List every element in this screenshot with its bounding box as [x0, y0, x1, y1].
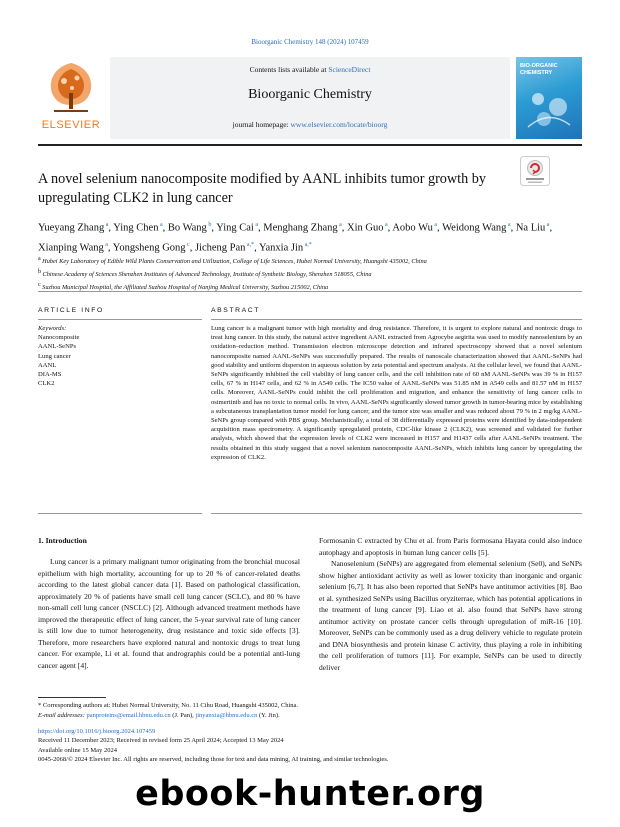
corresponding-author-footnote	[38, 701, 582, 720]
author-name[interactable]: Bo Wang	[167, 222, 207, 234]
author-separator: ,	[254, 242, 259, 253]
keywords-block	[38, 324, 198, 388]
homepage-line	[110, 120, 510, 129]
article-info-heading: ARTICLE INFO	[38, 307, 104, 314]
intro-left-column: Lung cancer is a primary malignant tumor originating from the bronchial mucosal epithelium with high mortality, accounting for up to 20 % of cancer-related deaths according to the latest global cancer data [1]. Based on pathological classification, approximately 20 % of patients have small cell lung cancer (SCLC), and 80 % have non-small cell lung cancer (NSCLC) [2]. Although advanced treatment methods have improved the therapeutic effect of lung cancer, the 5-year survival rate of lung cancer is still low due to tumor heterogeneity, drug resistance and toxic side effects [3]. Therefore, more researchers have explored natural and nontoxic drugs to treat lung cancer. For example, Li et al. found that andrographis could be a potential anti-lung cancer agent [4].	[38, 557, 300, 670]
author-affiliation-marker[interactable]: a	[545, 222, 550, 228]
author-name[interactable]: Xin Guo	[347, 222, 384, 234]
email-owner-jin: (Y. Jin).	[257, 711, 280, 719]
cover-title-line2: CHEMISTRY	[520, 69, 553, 76]
affiliation-text: Suzhou Municipal Hospital, the Affiliated Suzhou Hospital of Nanjing Medical University, Suzhou 215002, China	[42, 284, 329, 292]
author-separator: ,	[108, 222, 114, 234]
cover-title-line1: BIO-ORGANIC	[520, 63, 558, 69]
journal-cover-thumbnail	[516, 57, 582, 139]
author-separator: ,	[107, 242, 113, 253]
masthead-divider	[38, 144, 582, 146]
available-online: Available online 15 May 2024	[38, 746, 117, 754]
footnote-rule	[38, 697, 106, 698]
sciencedirect-link[interactable]: ScienceDirect	[328, 65, 371, 74]
author-name[interactable]: Xianping Wang	[38, 242, 104, 253]
introduction-heading: 1. Introduction	[38, 536, 87, 545]
journal-homepage-link[interactable]: www.elsevier.com/locate/bioorg	[290, 120, 388, 129]
check-for-updates-icon[interactable]	[520, 156, 550, 186]
article-info-rule	[38, 319, 202, 320]
keyword-list	[38, 333, 198, 388]
author-name[interactable]: Weidong Wang	[442, 222, 507, 234]
cover-art-icon	[524, 87, 574, 131]
author-affiliation-marker[interactable]: a	[158, 222, 163, 228]
elsevier-wordmark: ELSEVIER	[41, 119, 101, 131]
author-affiliation-marker[interactable]: a,*	[245, 241, 255, 248]
cover-title	[520, 63, 578, 76]
author-name[interactable]: Yanxia Jin	[258, 242, 304, 253]
doi-link[interactable]: https://doi.org/10.1016/j.bioorg.2024.107459	[38, 728, 156, 735]
author-name[interactable]: Menghang Zhang	[263, 222, 338, 234]
author-affiliation-marker[interactable]: a,*	[303, 241, 312, 248]
abstract-heading: ABSTRACT	[211, 307, 261, 314]
contents-line	[110, 65, 510, 74]
author-separator: ,	[258, 222, 264, 234]
author-separator: ,	[510, 222, 516, 234]
keyword-item: DIA-MS	[38, 371, 62, 379]
copyright-line: 0045-2068/© 2024 Elsevier Inc. All rights are reserved, including those for text and data mining, AI training, and similar technologies.	[38, 756, 389, 764]
article-info-bottom-rule	[38, 513, 202, 514]
email-label: E-mail addresses:	[38, 711, 87, 719]
email-owner-pan: (J. Pan),	[170, 711, 196, 719]
abstract-rule	[211, 319, 582, 320]
received-dates: Received 11 December 2023; Received in revised form 25 April 2024; Accepted 13 May 2024	[38, 737, 284, 745]
contents-prefix: Contents lists available at	[249, 65, 329, 74]
intro-paragraph: Formosanin C extracted by Chu et al. from Paris formosana Hayata could also induce autophagy and apoptosis in human lung cancer cells [5].	[319, 536, 582, 557]
email-link-jin[interactable]: jinyanxia@hbnu.edu.cn	[195, 711, 258, 719]
keyword-item: Lung cancer	[38, 352, 71, 360]
homepage-prefix: journal homepage:	[232, 120, 291, 129]
author-affiliation-marker[interactable]: a	[383, 222, 388, 228]
keyword-item: AANL-SeNPs	[38, 343, 77, 351]
front-matter-divider	[38, 291, 582, 292]
email-link-pan[interactable]: panproteins@email.hbnu.edu.cn	[86, 711, 171, 719]
affiliation-tag: b	[38, 269, 43, 276]
affiliation-tag: a	[38, 256, 43, 262]
author-separator: ,	[549, 222, 553, 234]
author-name[interactable]: Aobo Wu	[392, 222, 433, 234]
footnote-emails	[38, 711, 582, 721]
author-separator: ,	[387, 222, 393, 234]
intro-right-column	[319, 535, 582, 674]
masthead-center	[110, 57, 510, 139]
author-name[interactable]: Ying Chen	[113, 222, 159, 234]
running-head[interactable]: Bioorganic Chemistry 148 (2024) 107459	[251, 38, 369, 46]
watermark: ebook-hunter.org	[135, 774, 485, 814]
author-affiliation-marker[interactable]: a	[104, 222, 109, 228]
author-name[interactable]: Jicheng Pan	[194, 242, 246, 253]
article-history	[38, 727, 582, 765]
abstract-text: Lung cancer is a malignant tumor with high mortality and drug resistance. Therefore, it is urgent to explore natural and nontoxic drugs to treat lung cancer. In this study, the natural active ingredient AANL extracted from Agrocybe aegirita was used to modify nanoselenium by an oxidation–reduction method. Transmission electron microscope detection and infrared spectroscopy showed that a novel selenium nanocomposite named AANL-SeNPs was successfully prepared. The results of nanoscale characterization showed that AANL-SeNPs had good stability and uniform dispersion in aqueous solution by zeta potential and spectrum analysis. At the cellular level, we found that AANL-SeNPs significantly inhibited the cell viability of lung cancer cells, and the cell inhibition rate of 60 nM AANL-SeNPs was 39 % in H157 cells, 67 % in H147 cells, and 62 % in A549 cells. The IC50 value of AANL-SeNPs was 51.85 nM in A549 cells and 81.57 nM in H157 cells. Moreover, AANL-SeNPs could inhibit the cell proliferation and migration, and enhance the sensitivity of lung cancer cells to osimertinib and has no toxic to normal cells. In vivo, AANL-SeNPs significantly slowed tumor growth in tumor-bearing mice by establishing a subcutaneous transplantation tumor model for lung cancer, and the tumor size was smaller and was reduced about 79 % in 2 mg/kg AANL-SeNPs group compared with PBS group. Mechanistically, a total of 38 differentially expressed proteins were identified by data-independent acquisition mass spectrometry. A significantly upregulated protein, CDC-like kinase 2 (CLK2), was screened and validated for further analysis, which showed that the expression levels of CLK2 were increased in H157 and H1437 cells after AANL-SeNPs treatment. The results obtained in this study suggest that a novel selenium nanocomposite AANL-SeNPs, which inhibits lung cancer by upregulating the expression of CLK2.	[211, 325, 582, 461]
author-name[interactable]: Ying Cai	[216, 222, 254, 234]
author-name[interactable]: Na Liu	[515, 222, 546, 234]
author-list	[38, 217, 582, 256]
author-affiliation-marker[interactable]: c	[185, 241, 190, 248]
author-affiliation-marker[interactable]: a	[103, 241, 108, 248]
intro-paragraph: Nanoselenium (SeNPs) are aggregated from elemental selenium (Se0), and SeNPs show higher antioxidant activity as well as lower toxicity than inorganic and organic selenium [6,7]. It has also been reported that SeNPs have antitumor activities [8]. Bao et al. synthesized SeNPs using Bacillus oryziterrae, which has potential applications in the treatment of lung cancer [9]. Liao et al. also found that SeNPs have strong antitumor activity on prostate cancer cells through upregulation of miR-16 [10]. Moreover, SeNPs can be commonly used as a drug delivery vehicle to regulate protein and DNA biosynthesis and protein kinase C activity, thus playing a role in inhibiting the cell proliferation of tumors [11]. For example, SeNPs can be used to directly deliver	[319, 559, 582, 673]
affiliation-item	[38, 254, 582, 267]
affiliation-text: Chinese Academy of Sciences Shenzhen Institutes of Advanced Technology, Institute of Synthetic Biology, Shenzhen 518055, China	[42, 271, 372, 279]
journal-name: Bioorganic Chemistry	[248, 87, 372, 102]
affiliation-tag: c	[38, 282, 43, 289]
affiliations	[38, 254, 582, 293]
article-title: A novel selenium nanocomposite modified by AANL inhibits tumor growth by upregulating CLK2 in lung cancer	[38, 171, 486, 206]
author-affiliation-marker[interactable]: b	[206, 222, 212, 228]
keywords-label: Keywords:	[38, 325, 67, 332]
elsevier-tree-icon	[44, 59, 98, 115]
author-affiliation-marker[interactable]: a	[432, 222, 438, 228]
author-separator: ,	[211, 222, 217, 234]
author-name[interactable]: Yongsheng Gong	[112, 242, 186, 253]
footnote-address: * Corresponding authors at: Hubei Normal University, No. 11 Cihu Road, Huangshi 435002, China.	[38, 702, 299, 709]
affiliation-item	[38, 267, 582, 280]
journal-masthead	[38, 57, 582, 141]
author-affiliation-marker[interactable]: a	[506, 222, 511, 228]
author-affiliation-marker[interactable]: a	[337, 222, 342, 228]
author-separator: ,	[341, 222, 348, 234]
affiliation-text: Hubei Key Laboratory of Edible Wild Plants Conservation and Utilization, College of Life Sciences, Hubei Normal University, Huangshi 435002, China	[42, 258, 427, 266]
keyword-item: AANL	[38, 361, 57, 369]
author-separator: ,	[162, 222, 168, 234]
keyword-item: Nanocomposite	[38, 334, 80, 342]
elsevier-logo	[38, 57, 104, 135]
abstract-bottom-rule	[211, 513, 582, 514]
author-separator: ,	[189, 242, 195, 253]
author-separator: ,	[437, 222, 443, 234]
author-affiliation-marker[interactable]: a	[253, 222, 258, 228]
keyword-item: CLK2	[38, 380, 55, 388]
author-name[interactable]: Yueyang Zhang	[38, 222, 105, 234]
